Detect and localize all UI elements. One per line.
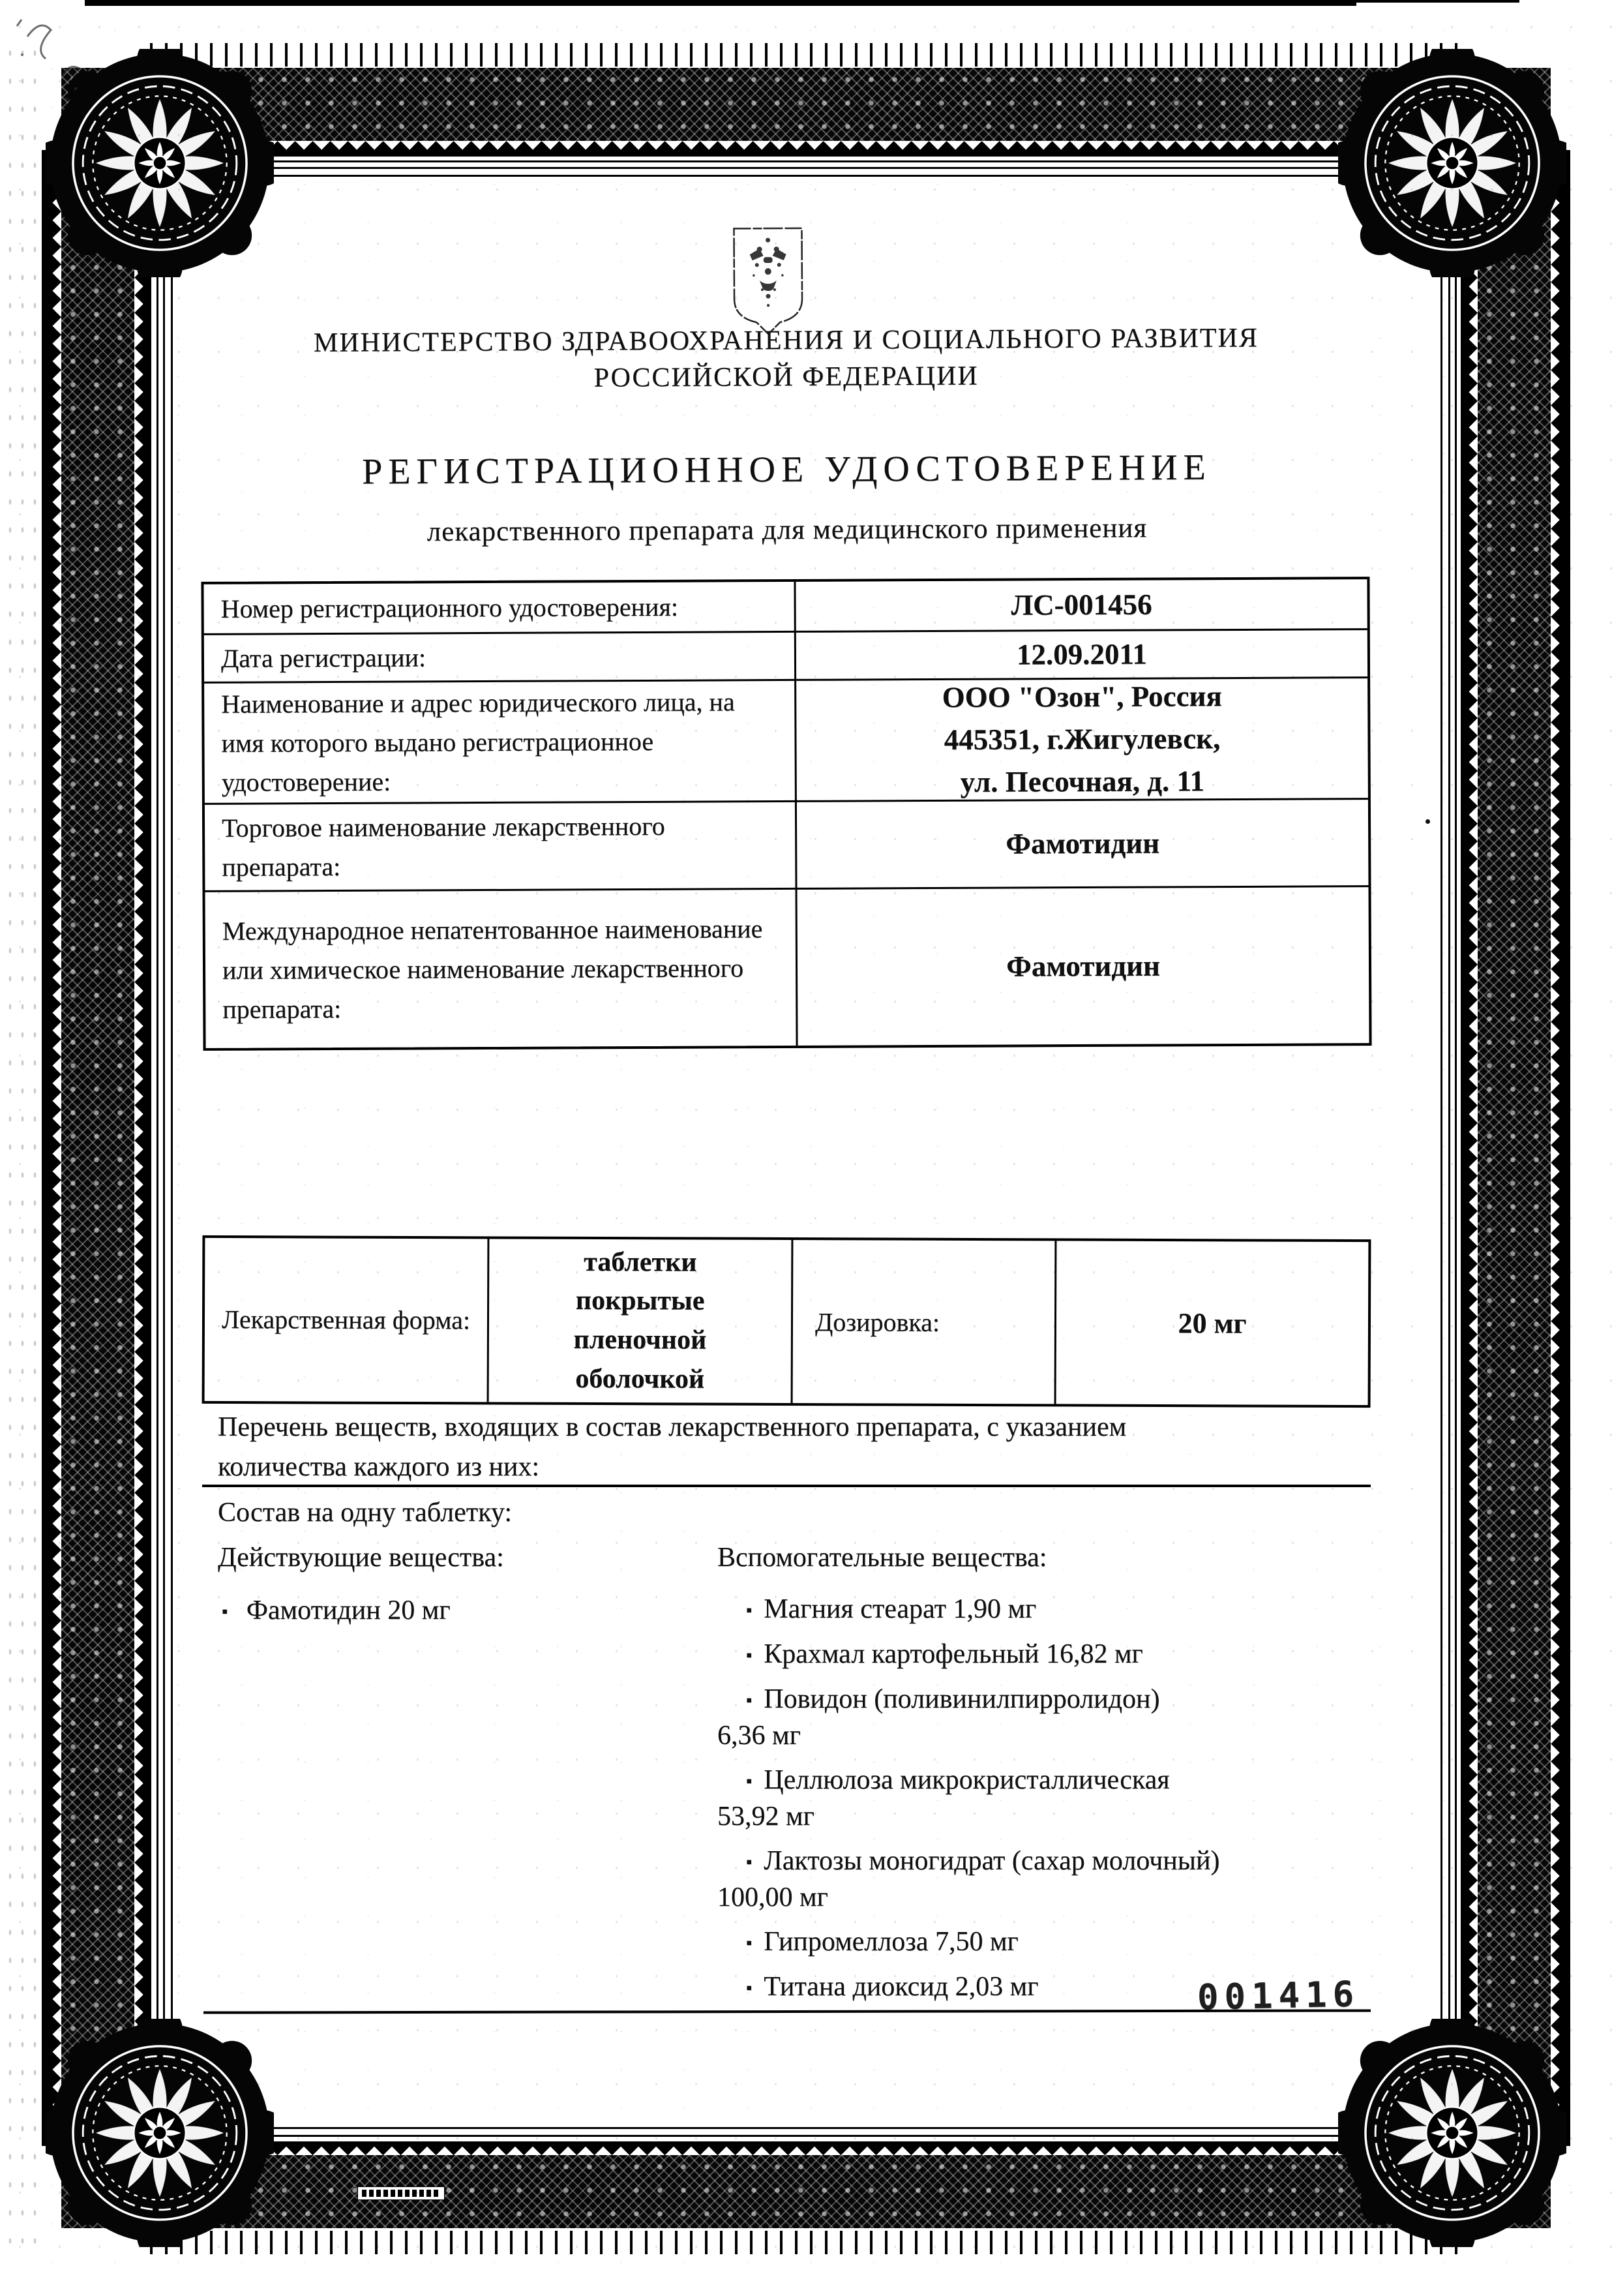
dosage-value: 20 мг (1178, 1307, 1247, 1339)
list-item: ▪ Титана диоксид 2,03 мг (746, 1972, 1039, 2002)
field-label: Торговое наименование лекарственного препарата: (205, 802, 798, 892)
square-bullet-icon: ▪ (746, 1646, 753, 1665)
square-bullet-icon: ▪ (746, 1933, 753, 1952)
active-substances-column (218, 1542, 700, 1629)
list-item: ▪ Целлюлоза микрокристаллическая 53,92 мг (717, 1765, 1170, 1832)
square-bullet-icon: ▪ (746, 1691, 753, 1710)
composition-intro-line2: количества каждого из них: (218, 1451, 540, 1482)
auxiliary-substances-column (717, 1542, 1376, 2014)
document-header (162, 0, 1410, 590)
square-bullet-icon: ▪ (746, 1852, 753, 1871)
certificate-subtitle: лекарственного препарата для медицинского применения (426, 513, 1148, 547)
registration-table (201, 577, 1371, 1051)
certificate-title: РЕГИСТРАЦИОННОЕ УДОСТОВЕРЕНИЕ (361, 447, 1212, 492)
field-value: Фамотидин (1006, 949, 1161, 983)
holder-address-line: 445351, г.Жигулевск, (944, 721, 1221, 756)
ink-dot (1425, 819, 1430, 824)
field-value (796, 678, 1368, 802)
holder-address-line: ул. Песочная, д. 11 (960, 764, 1205, 798)
list-item: ▪ Лактозы моногидрат (сахар молочный) 100,00 мг (717, 1846, 1220, 1912)
field-value: ЛС-001456 (796, 579, 1367, 633)
holder-name-line: ООО "Озон", Россия (942, 679, 1222, 714)
square-bullet-icon: ▪ (746, 1978, 753, 1997)
list-item: ▪ Гипромеллоза 7,50 мг (746, 1927, 1019, 1957)
field-label: Номер регистрационного удостоверения: (203, 582, 796, 635)
list-item: ▪ Крахмал картофельный 16,82 мг (746, 1639, 1143, 1669)
composition-heading: Состав на одну таблетку: (218, 1498, 513, 1528)
square-bullet-icon: ▪ (746, 1772, 753, 1790)
composition-intro (202, 1408, 1356, 1487)
field-label: Наименование и адрес юридического лица, на имя которого выдано регистрационное удостоверение: (204, 681, 797, 805)
auxiliary-items-list (717, 1592, 1376, 2006)
coat-of-arms-icon (724, 222, 811, 339)
field-label: Дата регистрации: (204, 633, 796, 684)
active-substances-title: Действующие вещества: (218, 1543, 504, 1573)
divider-line (202, 1485, 1371, 1487)
field-label: Международное непатентованное наименование или химическое наименование лекарственного препарата: (205, 890, 798, 1048)
list-item: ▪ Магния стеарат 1,90 мг (746, 1594, 1037, 1624)
list-item: ▪ Повидон (поливинилпирролидон) 6,36 мг (717, 1684, 1160, 1751)
ministry-name-line2: РОССИЙСКОЙ ФЕДЕРАЦИИ (593, 361, 979, 393)
pencil-scribble (8, 9, 112, 107)
active-item-text: Фамотидин 20 мг (246, 1595, 451, 1625)
dosage-label: Дозировка: (793, 1240, 1057, 1404)
field-value: 12.09.2011 (796, 630, 1367, 681)
ministry-name-line1: МИНИСТЕРСТВО ЗДРАВООХРАНЕНИЯ И СОЦИАЛЬНОГО РАЗВИТИЯ (313, 323, 1259, 358)
auxiliary-substances-title: Вспомогательные вещества: (717, 1543, 1047, 1573)
square-bullet-icon: ▪ (746, 1601, 753, 1620)
composition-intro-line1: Перечень веществ, входящих в состав лекарственного препарата, с указанием (218, 1412, 1127, 1442)
form-value: таблетки покрытые пленочной оболочкой (489, 1239, 794, 1403)
square-bullet-icon: ▪ (222, 1602, 228, 1621)
dosage-form-table (202, 1235, 1371, 1408)
list-item (218, 1593, 700, 1629)
serial-number-stamp: 001416 (1197, 1973, 1360, 2018)
field-value: Фамотидин (797, 800, 1369, 890)
form-label: Лекарственная форма: (205, 1238, 490, 1402)
